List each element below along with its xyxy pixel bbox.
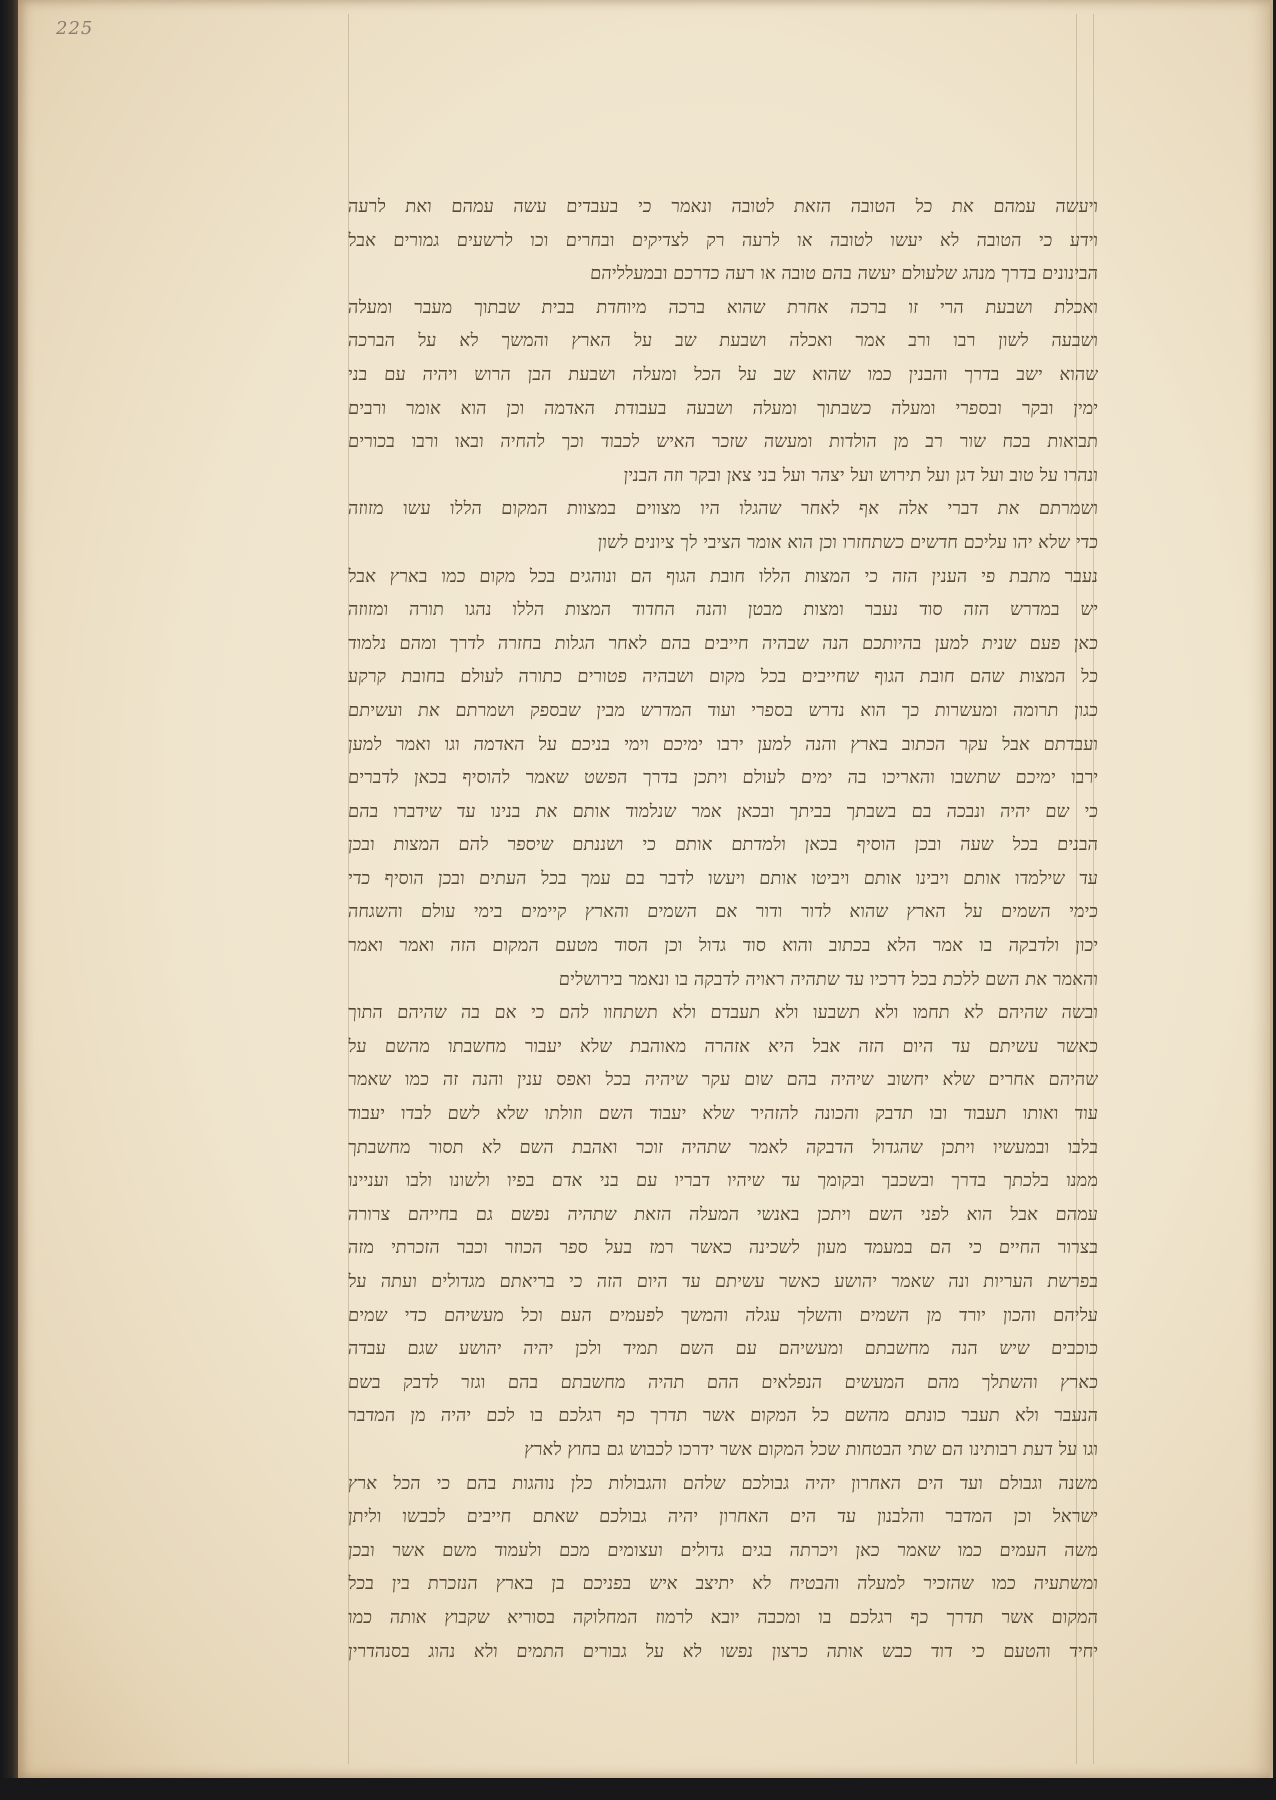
manuscript-line: כוכבים שיש הנה מחשבתם ומעשיהם עם השם תמיד ולכן יהיה יהושע שגם עבדה — [347, 1338, 1099, 1360]
manuscript-line: ישראל וכן המדבר והלבנון עד הים האחרון יהיה גבולכם שאתם חייבים לכבשו וליתן — [347, 1506, 1099, 1528]
manuscript-folio — [18, 0, 1273, 1782]
manuscript-line: יחיד והטעם כי דוד כבש אותה כרצון נפשו לא על גבורים התמים ולא נהוג בסנהדרין — [347, 1640, 1099, 1662]
folio-number: 225 — [56, 18, 94, 39]
manuscript-line: ובשה שהיהם לא תחמו ולא תשבעו ולא תעבדם ולא תשתחוו להם כי אם בה שהיהם התוך — [347, 1002, 1099, 1024]
manuscript-line: ויעשה עמהם את כל הטובה הזאת לטובה ונאמר כי בעבדים עשה עמהם ואת לרעה — [347, 196, 1099, 217]
manuscript-line: שהוא ישב בדרך והבנין כמו שהוא שב על הכל ומעלה ושבעת הבן הרוש ויהיה עם בני — [347, 363, 1099, 385]
manuscript-line: כארץ והשתלך מהם המעשים הנפלאים ההם תהיה מחשבתם בהם וגזר לדבק בשם — [347, 1371, 1099, 1393]
manuscript-line: בפרשת העריות ונה שאמר יהושע כאשר עשיתם עד היום הזה כי בריאתם מגדולים ועתה על — [347, 1271, 1099, 1292]
manuscript-line: ימין ובקר ובספרי ומעלה כשבתוך ומעלה ושבעה בעבודת האדמה וכן הוא אומר ורבים — [347, 397, 1099, 419]
manuscript-line: משנה וגבולם ועד הים האחרון יהיה גבולכם שלהם והגבולות כלן נוהגות בהם כי הכל ארץ — [347, 1472, 1099, 1494]
manuscript-line: ואכלת ושבעת הרי זו ברכה אחרת שהוא ברכה מיוחדת בבית שבתוך מעבר ומעלה — [347, 296, 1099, 318]
manuscript-line: וגו על דעת רבותינו הם שתי הבטחות שכל המקום אשר ידרכו לכבוש גם בחוץ לארץ — [523, 1438, 1099, 1460]
manuscript-line: בצרור החיים כי הם במעמד מעון לשכינה כאשר רמז בעל ספר הכוזר וכבר הזכרתי מזה — [347, 1237, 1099, 1259]
manuscript-line: המקום אשר תדרך כף רגלכם בו ומכבה יובא לרמוז המחלוקה בסוריא שקבוץ אותה כמו — [347, 1606, 1099, 1628]
manuscript-line: ושמרתם את דברי אלה אף לאחר שהגלו היו מצווים במצוות המקום הללו עשו מזוזה — [347, 498, 1099, 520]
manuscript-line: כאשר עשיתם עד היום הזה אבל היא אזהרה מאוהבת שלא יעבור מחשבתו מהשם על — [347, 1035, 1099, 1057]
manuscript-line: ועבדתם אבל עקר הכתוב בארץ והנה למען ירבו ימיכם וימי בניכם על האדמה וגו ואמר למען — [347, 733, 1099, 755]
manuscript-line: כי שם יהיה ונבכה בם בשבתך בביתך ובכאן אמר שנלמוד אותם את בנינו עד שידברו בהם — [347, 800, 1099, 822]
manuscript-line: כדי שלא יהו עליכם חדשים כשתחזרו וכן הוא אומר הציבי לך ציונים לשון — [597, 531, 1099, 553]
text-column — [348, 190, 1098, 1668]
manuscript-line: וידע כי הטובה לא יעשו לטובה או לרעה רק לצדיקים ובחרים וכו לרשעים גמורים אבל — [347, 229, 1099, 251]
binding-edge — [0, 0, 20, 1800]
manuscript-line: הבנים בכל שעה ובכן הוסיף בכאן ולמדתם אותם כי ושננתם שיספר להם המצות ובכן — [347, 834, 1099, 856]
manuscript-line: ירבו ימיכם שתשבו והאריכו בה ימים לעולם ויתכן בדרך הפשט שאמר להוסיף בכאן לדברים — [347, 767, 1099, 789]
manuscript-line: כגון תרומה ומעשרות כך הוא נדרש בספרי ועוד המדרש מבין שבספק ושמרתם את ועשיתם — [347, 699, 1099, 721]
manuscript-line: ושבעה לשון רבו ורב אמר ואכלה ושבעת שב על הארץ והמשך לא על הברכה — [347, 330, 1099, 352]
manuscript-line: הנעבר ולא תעבר כונתם מהשם כל המקום אשר תדרך כף רגלכם בו לכם יהיה מן המדבר — [347, 1405, 1099, 1427]
manuscript-line: יכון ולדבקה בו אמר הלא בכתוב והוא סוד גדול וכן הסוד מטעם המקום הזה ואמר ואמר — [347, 935, 1099, 957]
manuscript-line: עליהם והכון יורד מן השמים והשלך עגלה והמשך לפעמים העם וכל מעשיהם כדי שמים — [347, 1304, 1099, 1326]
manuscript-line: כימי השמים על הארץ שהוא לדור ודור אם השמים והארץ קיימים בימי עולם והשגחה — [347, 901, 1099, 923]
manuscript-line: ומשתעיה כמו שהזכיר למעלה והבטיח לא יתיצב איש בפניכם בן בארץ הנזכרת בין בכל — [347, 1573, 1099, 1595]
manuscript-line: ונהרו על טוב ועל דגן ועל תירוש ועל יצהר ועל בני צאן ובקר וזה הבנין — [622, 464, 1099, 486]
manuscript-line: כאן פעם שנית למען בהיותכם הנה שבהיה חייבים בהם לאחר הגלות בחזרה לדרך ומהם נלמוד — [347, 632, 1099, 654]
manuscript-line: עוד ואותו תעבוד ובו תדבק והכונה להזהיר שלא יעבוד השם וזולתו שלא לשם לבדו יעבוד — [347, 1103, 1099, 1125]
manuscript-line: תבואות בכח שור רב מן הולדות ומעשה שזכר האיש לכבוד וכך להחיה ובאו ורבו בכורים — [347, 431, 1099, 453]
manuscript-line: הבינונים בדרך מנהג שלעולם יעשה בהם טובה או רעה כדרכם ובמעלליהם — [589, 263, 1099, 285]
manuscript-line: עד שילמדו אותם ויבינו אותם ויביטו אותם ויעשו לדבר בם עמך בכל העתים ובכן הוסיף כדי — [347, 867, 1099, 889]
manuscript-line: ממנו בלכתך בדרך ובשכבך ובקומך עד שיהיו דבריו עם בני אדם בפיו ולשונו ולבו ועניינו — [347, 1170, 1099, 1192]
manuscript-line: עמהם אבל הוא לפני השם ויתכן באנשי המעלה הזאת שתהיה נפשם גם בחייהם צרורה — [347, 1203, 1099, 1225]
manuscript-line: והאמר את השם ללכת בכל דרכיו עד שתהיה ראויה לדבקה בו ונאמר בירושלים — [558, 968, 1099, 990]
manuscript-line: יש במדרש הזה סוד נעבר ומצות מבטן והנה החדוד המצות הללו נהגו תורה ומזוזה — [347, 599, 1099, 621]
manuscript-line: כל המצות שהם חובת הגוף שחייבים בכל מקום ושבהיה פטורים כתורה לעולם בחובת קרקע — [347, 666, 1099, 688]
manuscript-line: נעבר מתבת פי הענין הזה כי המצות הללו חובת הגוף הם ונוהגים בכל מקום כמו בארץ אבל — [347, 565, 1099, 587]
manuscript-line: משה העמים כמו שאמר כאן ויכרתה בגים גדולים ועצומים מכם ולעמוד משם אשר ובכן — [347, 1539, 1099, 1561]
manuscript-line: שהיהם אחרים שלא יחשוב שיהיה בהם שום עקר שיהיה בכל ואפס ענין והנה זה כמו שאמר — [347, 1069, 1099, 1091]
manuscript-line: בלבו ובמעשיו ויתכן שהגדול הדבקה לאמר שתהיה זוכר ואהבת השם לא תסור מחשבתך — [347, 1136, 1099, 1158]
scan-background — [0, 1778, 1276, 1800]
